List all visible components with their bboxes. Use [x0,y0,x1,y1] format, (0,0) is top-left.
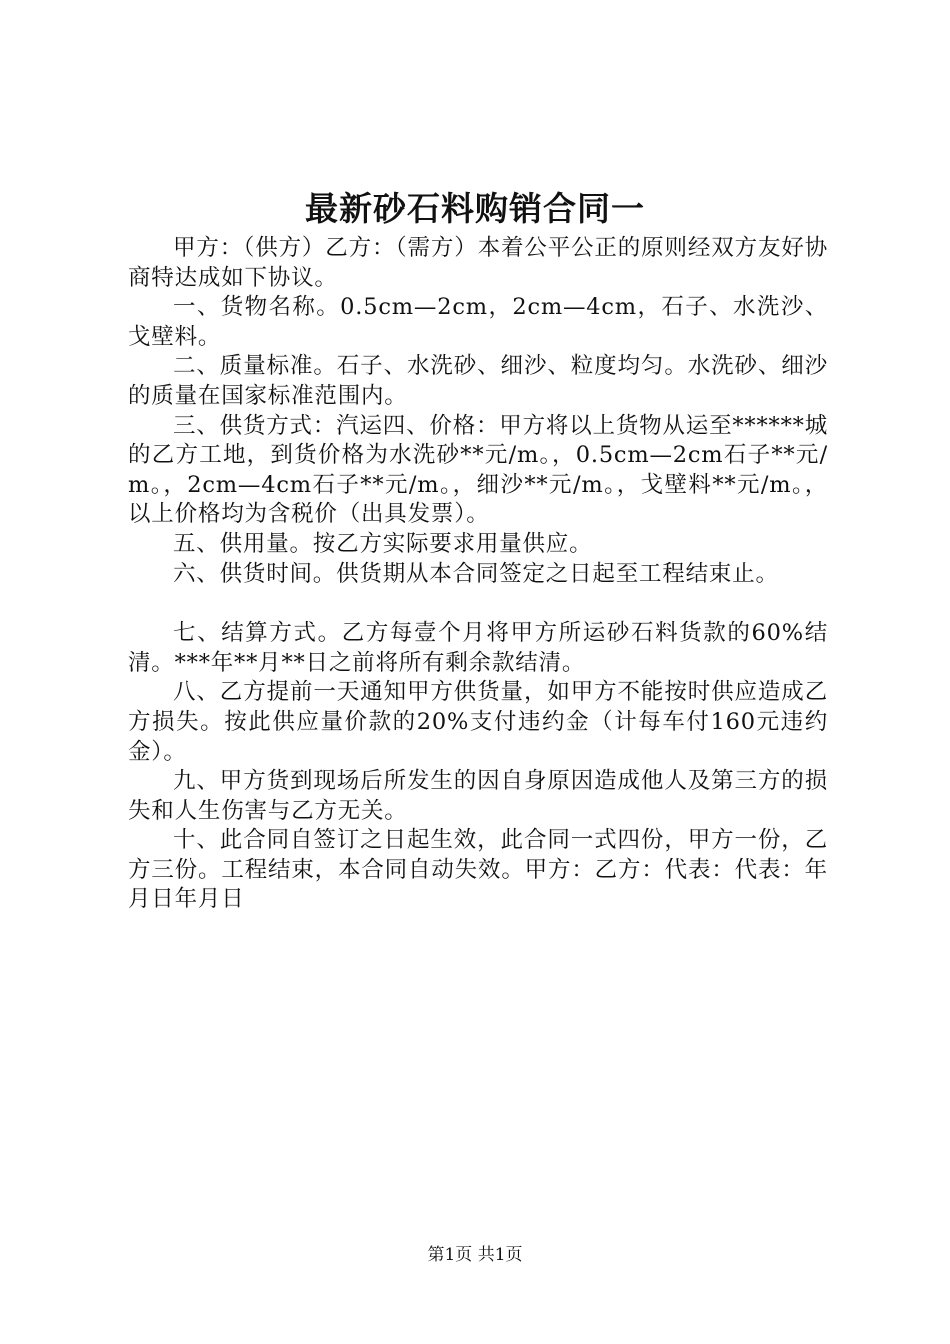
paragraph-liability: 九、甲方货到现场后所发生的因自身原因造成他人及第三方的损失和人生伤害与乙方无关。 [128,768,828,824]
document-body [128,234,828,915]
paragraph-quality-standard: 二、质量标准。石子、水洗砂、细沙、粒度均匀。水洗砂、细沙的质量在国家标准范围内。 [128,353,828,409]
paragraph-supply-quantity: 五、供用量。按乙方实际要求用量供应。 [173,530,593,557]
paragraph-parties: 甲方：（供方）乙方：（需方）本着公平公正的原则经双方友好协商特达成如下协议。 [128,235,828,291]
document-title: 最新砂石料购销合同一 [305,189,645,228]
paragraph-supply-time: 六、供货时间。供货期从本合同签定之日起至工程结束止。 [173,560,779,587]
paragraph-supply-and-price: 三、供货方式：汽运四、价格：甲方将以上货物从运至******城的乙方工地，到货价格为水洗砂**元/m。，0.5cm—2cm石子**元/m。，2cm—4cm石子**元/m。，细沙**元/m。，戈壁料**元/m。，以上价格均为含税价（出具发票）。 [128,412,828,528]
page-footer: 第1页 共1页 [427,1245,523,1265]
paragraph-settlement: 七、结算方式。乙方每壹个月将甲方所运砂石料货款的60%结清。***年**月**日之前将所有剩余款结清。 [128,620,828,676]
paragraph-effectiveness: 十、此合同自签订之日起生效，此合同一式四份，甲方一份，乙方三份。工程结束，本合同自动失效。甲方：乙方：代表：代表：年月日年月日 [128,827,828,913]
paragraph-goods-name: 一、货物名称。0.5cm—2cm，2cm—4cm，石子、水洗沙、戈壁料。 [128,294,828,350]
paragraph-gap [128,589,828,619]
paragraph-penalty: 八、乙方提前一天通知甲方供货量，如甲方不能按时供应造成乙方损失。按此供应量价款的20%支付违约金（计每车付160元违约金）。 [128,679,828,765]
